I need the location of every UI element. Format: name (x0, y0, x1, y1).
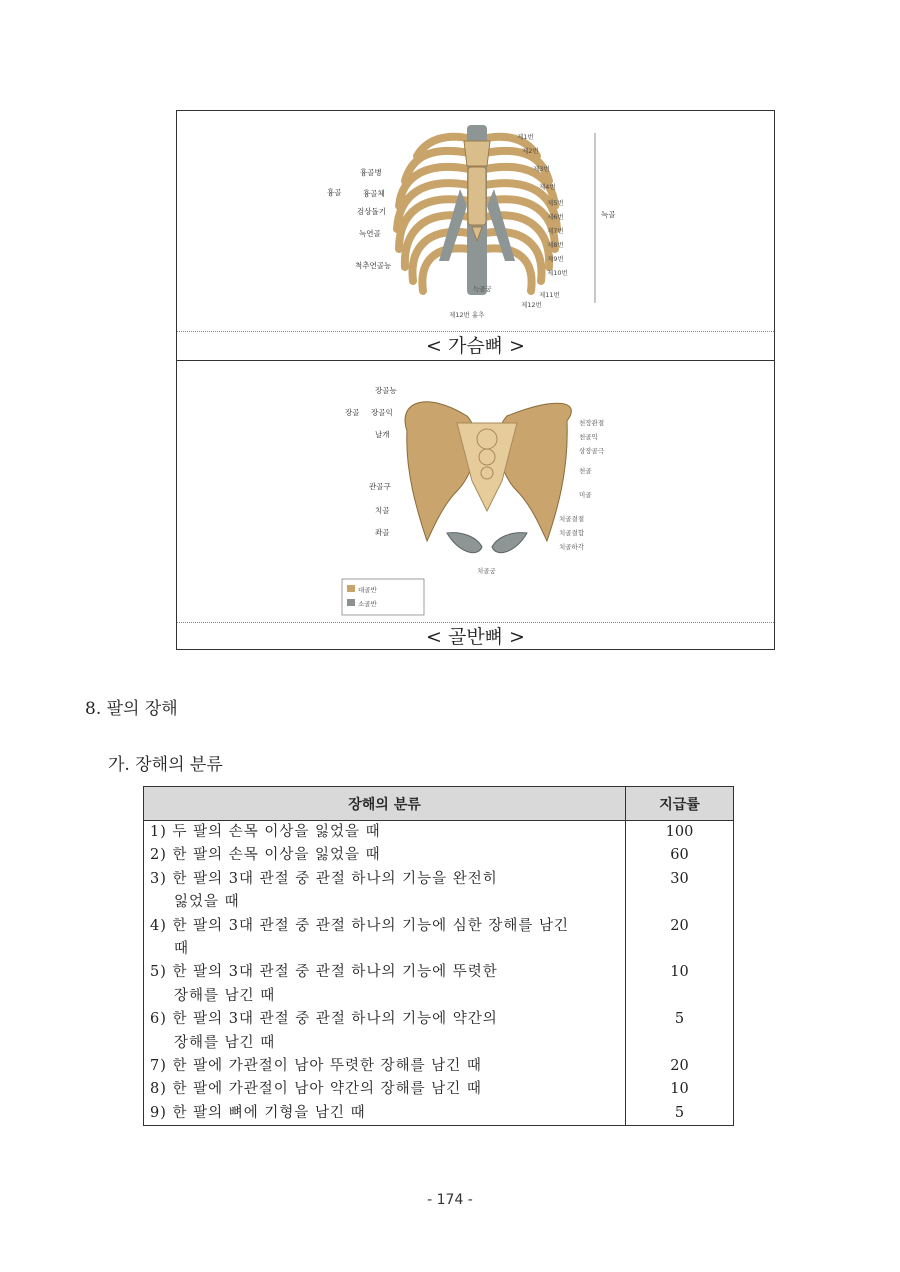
asis-label: 상장골극 (579, 447, 605, 455)
sternum-label: 흉골 (327, 188, 342, 197)
sacrum-label: 천골 (579, 467, 592, 475)
row-classification (144, 1055, 626, 1078)
sacral-wing-label: 천골익 (579, 433, 598, 441)
rib6-label: 제6번 (547, 213, 564, 221)
anatomy-figure-box (176, 110, 775, 650)
row-line: 3) 한 팔의 3대 관절 중 관절 하나의 기능을 완전히 (150, 870, 498, 887)
subpubic-angle-label: 치골하각 (559, 543, 585, 551)
rib7-label: 제7번 (547, 227, 564, 235)
pelvis-legend (342, 579, 424, 615)
rib10-label: 제10번 (547, 269, 568, 277)
row-line: 4) 한 팔의 3대 관절 중 관절 하나의 기능에 심한 장해를 남긴 (150, 917, 569, 934)
row-line: 9) 한 팔의 뼈에 기형을 남긴 때 (150, 1104, 366, 1121)
row-classification (144, 961, 626, 1008)
manubrium-label: 흉골병 (360, 168, 382, 177)
row-classification (144, 1102, 626, 1126)
row-classification (144, 844, 626, 867)
table-row (144, 868, 734, 915)
row-rate: 10 (626, 1078, 734, 1101)
row-classification-text (150, 868, 625, 915)
row-classification (144, 1008, 626, 1055)
legend-greater-label: 대골반 (358, 586, 377, 594)
table-body (144, 821, 734, 1126)
row-classification-text (150, 1102, 625, 1125)
pubic-arch-label: 치골궁 (477, 567, 496, 575)
coccyx-label: 미골 (579, 491, 592, 499)
pubic-joint-label: 치골결합 (559, 529, 585, 537)
rib12-label: 제12번 (521, 301, 542, 309)
row-rate: 5 (626, 1008, 734, 1055)
table-row (144, 961, 734, 1008)
thorax-caption: < 가슴뼈 > (177, 331, 774, 360)
sacroiliac-label: 천장관절 (579, 419, 605, 427)
row-classification-text (150, 1078, 625, 1101)
pelvis-caption: < 골반뼈 > (177, 622, 774, 651)
row-rate: 30 (626, 868, 734, 915)
rib1-label: 제1번 (517, 133, 534, 141)
rib2-label: 제2번 (522, 147, 539, 155)
thorax-figure (177, 111, 774, 331)
row-classification-text (150, 961, 625, 1008)
page-number: - 174 - (427, 1192, 473, 1208)
pubic-symphysis-label: 치골결절 (559, 515, 585, 523)
row-classification-text (150, 1055, 625, 1078)
t12-label: 제12번 흉추 (449, 311, 485, 319)
row-line: 6) 한 팔의 3대 관절 중 관절 하나의 기능에 약간의 (150, 1011, 498, 1028)
table-header-row (144, 787, 734, 821)
costal-arch-label: 늑골궁 (473, 285, 492, 293)
table-row (144, 844, 734, 867)
row-classification (144, 1078, 626, 1101)
intervertebral-label: 척추연골능 (355, 261, 392, 270)
greater-pelvis-swatch (347, 585, 355, 592)
sternum-body-label: 흉골체 (363, 189, 385, 198)
row-rate: 100 (626, 821, 734, 845)
row-classification-text (150, 1008, 625, 1055)
row-classification-text (150, 915, 625, 962)
row-line: 잃었을 때 (174, 894, 240, 911)
rib8-label: 제8번 (547, 241, 564, 249)
iliac-crest-label: 장골능 (375, 386, 397, 395)
rib5-label: 제5번 (547, 199, 564, 207)
table-row (144, 1102, 734, 1126)
rib11-label: 제11번 (539, 291, 560, 299)
section-title: 8. 팔의 장해 (85, 699, 178, 719)
table-row (144, 821, 734, 845)
row-line: 8) 한 팔에 가관절이 남아 약간의 장해를 남긴 때 (150, 1081, 482, 1098)
row-line: 1) 두 팔의 손목 이상을 잃었을 때 (150, 824, 381, 840)
ischium-label: 좌골 (375, 528, 390, 537)
acetabulum-label: 관골구 (369, 482, 391, 491)
thorax-illustration (177, 111, 774, 331)
row-classification (144, 821, 626, 845)
pubis-label: 치골 (375, 506, 390, 515)
table-row (144, 1008, 734, 1055)
disability-classification-table (143, 786, 734, 1126)
legend-lesser-label: 소골반 (358, 600, 377, 608)
iliac-fossa-label: 장골익 (371, 408, 393, 417)
row-line: 장해를 남긴 때 (174, 987, 276, 1004)
wing-label: 날개 (375, 430, 390, 439)
rib4-label: 제4번 (539, 183, 556, 191)
row-classification-text (150, 844, 625, 867)
rib3-label: 제3번 (533, 165, 550, 173)
pelvis-illustration (177, 361, 774, 621)
ilium-label: 장골 (345, 408, 360, 417)
row-line: 2) 한 팔의 손목 이상을 잃었을 때 (150, 847, 381, 864)
row-classification (144, 915, 626, 962)
header-rate: 지급률 (626, 787, 734, 821)
lesser-pelvis-swatch (347, 599, 355, 606)
costal-cartilage-label: 늑연골 (359, 229, 381, 238)
row-rate: 60 (626, 844, 734, 867)
row-rate: 20 (626, 1055, 734, 1078)
row-line: 장해를 남긴 때 (174, 1034, 276, 1051)
table-row (144, 915, 734, 962)
row-rate: 5 (626, 1102, 734, 1126)
table-row (144, 1078, 734, 1101)
row-classification (144, 868, 626, 915)
row-line: 5) 한 팔의 3대 관절 중 관절 하나의 기능에 뚜렷한 (150, 964, 498, 981)
rib9-label: 제9번 (547, 255, 564, 263)
table-row (144, 1055, 734, 1078)
row-line: 때 (174, 941, 190, 958)
xiphoid-label: 검상돌기 (357, 207, 386, 216)
row-classification-text (150, 821, 625, 844)
row-line: 7) 한 팔에 가관절이 남아 뚜렷한 장해를 남긴 때 (150, 1058, 482, 1075)
pelvis-figure (177, 361, 774, 621)
row-rate: 10 (626, 961, 734, 1008)
ribs-label: 늑골 (601, 210, 616, 219)
subsection-title: 가. 장해의 분류 (108, 755, 223, 775)
header-classification: 장해의 분류 (144, 787, 626, 821)
row-rate: 20 (626, 915, 734, 962)
